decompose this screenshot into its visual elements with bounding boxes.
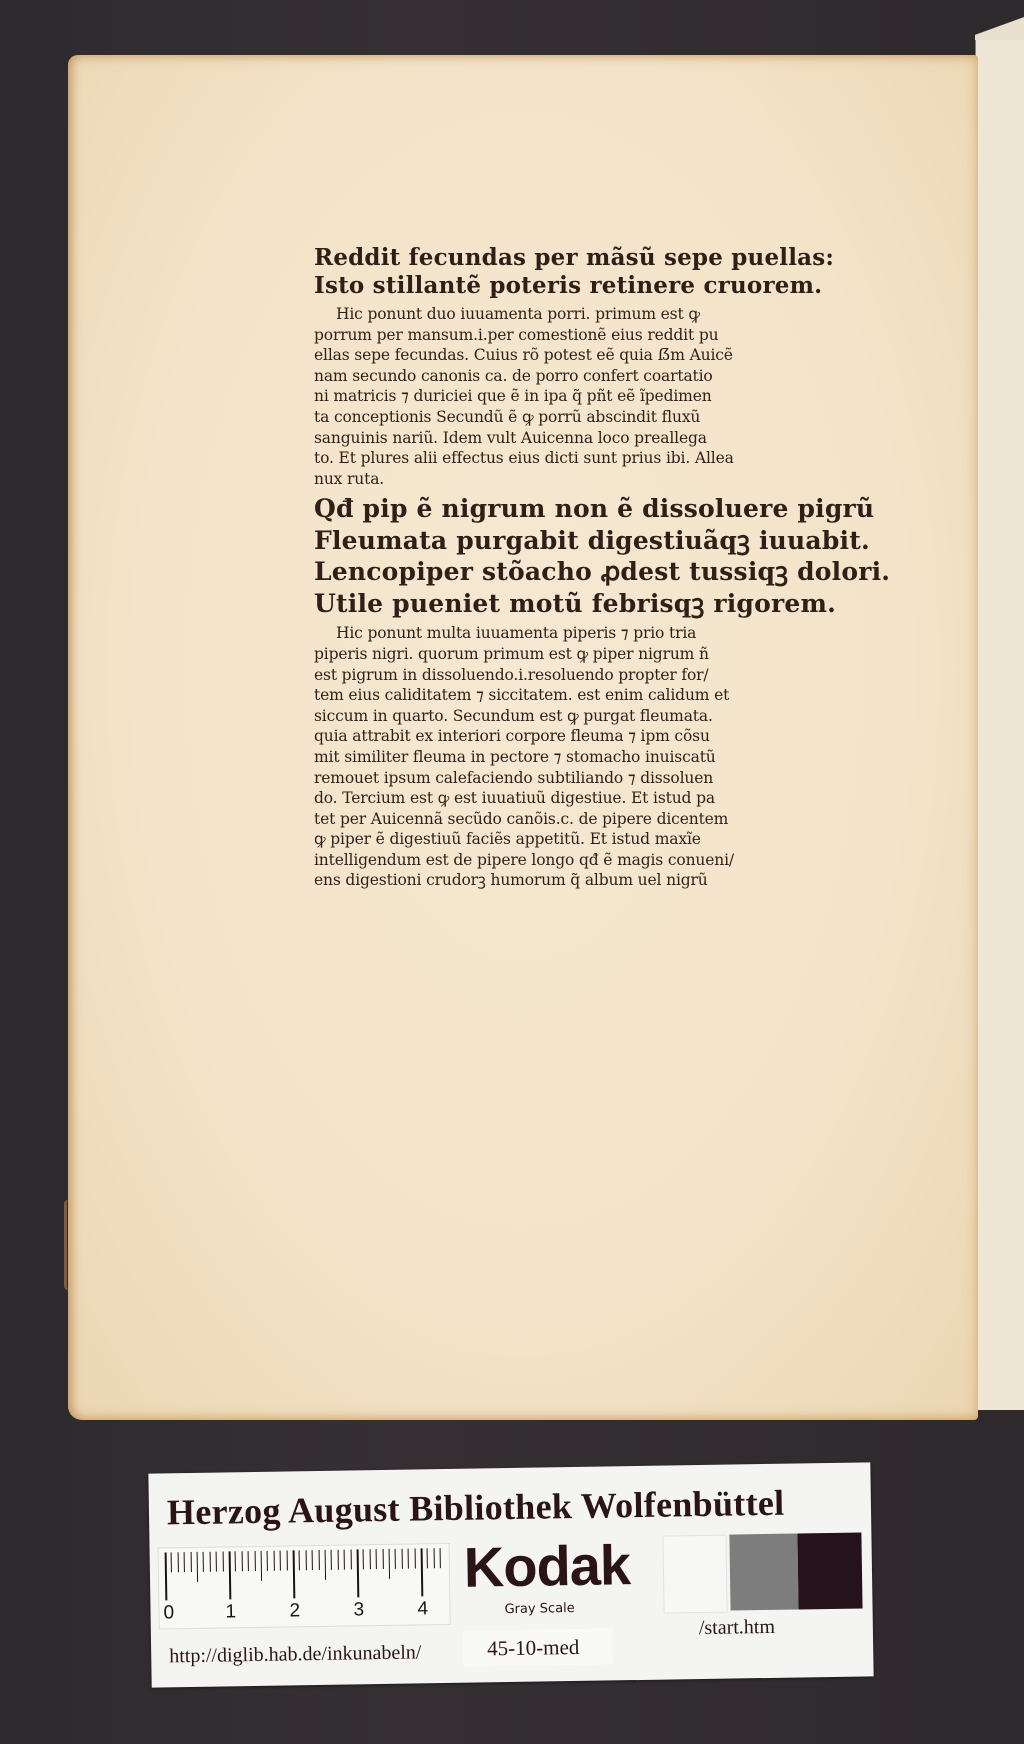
black-swatch [797,1532,862,1609]
commentary-line: sanguinis nariũ. Idem vult Auicenna loco preallega [314,428,707,447]
next-leaf-corner [975,0,1024,45]
commentary-line: tem eius caliditatem ⁊ siccitatem. est enim calidum et [314,686,730,705]
ruler-tick [350,1550,351,1570]
page-text-block [314,244,894,891]
commentary-line: ꝙ piper ẽ digestiuũ faciẽs appetitũ. Et istud maxĩe [314,830,701,849]
ruler-tick [401,1549,402,1569]
verse-line: Isto stillantẽ poteris retinere cruorem. [314,272,823,299]
commentary-line: mit similiter fleuma in pectore ⁊ stomacho inuiscatũ [314,747,716,766]
ruler-tick [216,1552,217,1572]
ruler-tick [389,1549,390,1579]
ruler-tick [369,1549,370,1569]
ruler-tick [248,1551,249,1571]
verse-line: Fleumata purgabit digestiuãqꝫ iuuabit. [314,525,870,555]
verse-line: Lencopiper stõacho ꝓdest tussiqꝫ dolori. [314,557,891,587]
ruler-label: 4 [417,1598,429,1620]
ruler-tick [331,1550,332,1570]
commentary-line: nam secundo canonis ca. de porro confert coartatio [314,366,713,385]
commentary-line: remouet ipsum calefaciendo subtiliando ⁊ dissoluen [314,768,714,787]
ruler-tick [433,1548,434,1568]
verse-line: Reddit fecundas per mãsũ sepe puellas: [314,244,835,271]
ruler-tick [286,1551,287,1571]
verse-line: Utile pueniet motũ febrisqꝫ rigorem. [314,588,837,618]
ruler-tick [318,1550,319,1570]
ruler-tick [165,1552,168,1600]
commentary-line: intelligendum est de pipere longo qđ ẽ magis conueni/ [314,850,734,869]
next-leaf-edge [975,40,1024,1410]
ruler-tick [395,1549,396,1569]
commentary-line: siccum in quarto. Secundum est ꝙ purgat fleumata. [314,706,713,725]
ruler-tick [421,1548,424,1596]
ruler-label: 3 [353,1599,365,1621]
ruler-ticks [165,1548,444,1600]
ruler-tick [197,1552,198,1582]
ruler-tick [209,1552,210,1572]
ruler-tick [344,1550,345,1570]
kodak-logo: Kodak [463,1533,631,1599]
commentary-line: to. Et plures alii effectus eius dicti sunt prius ibi. Allea [314,449,734,468]
ruler-tick [235,1551,236,1571]
ruler-tick [337,1550,338,1570]
ruler-tick [382,1549,383,1569]
verse-line: Qđ pip ẽ nigrum non ẽ dissoluere pigrũ [314,494,875,524]
ruler-tick [261,1551,262,1581]
ruler-tick [293,1550,296,1598]
ruler-tick [273,1551,274,1571]
ruler-tick [408,1549,409,1569]
page-edge-damage [64,1200,77,1290]
commentary-line: Hic ponunt multa iuuamenta piperis ⁊ prio tria [336,624,697,643]
ruler-tick [440,1548,441,1568]
ruler-label: 0 [163,1602,175,1624]
ruler-tick [203,1552,204,1572]
commentary-line: est pigrum in dissoluendo.i.resoluendo propter for/ [314,665,709,684]
ruler-tick [325,1550,326,1580]
gray-swatch [729,1533,798,1610]
ruler-label: 1 [225,1601,237,1623]
white-swatch [662,1535,727,1614]
ruler-tick [222,1552,223,1572]
commentary-line: ta conceptionis Secundũ ẽ ꝙ porrũ abscindit fluxũ [314,407,701,426]
ruler-tick [171,1552,172,1572]
ruler-tick [254,1551,255,1571]
kodak-gray-scale [459,1533,660,1631]
digital-library-url: http://diglib.hab.de/inkunabeln/ [169,1641,422,1668]
institution-name: Herzog August Bibliothek Wolfenbüttel [166,1482,785,1533]
measurement-ruler [158,1543,451,1630]
ruler-tick [190,1552,191,1572]
commentary-line: Hic ponunt duo iuuamenta porri. primum est ꝙ [336,305,700,323]
commentary-line: quia attrabit ex interiori corpore fleuma ⁊ ipm cõsu [314,727,710,746]
shelfmark-box [463,1628,614,1666]
commentary-line: porrum per mansum.i.per comestionẽ eius reddit pu [314,325,719,344]
ruler-tick [267,1551,268,1571]
ruler-tick [357,1549,360,1597]
ruler-tick [184,1552,185,1572]
ruler-tick [280,1551,281,1571]
ruler-tick [376,1549,377,1569]
ruler-tick [414,1549,415,1569]
ruler-tick [363,1549,364,1569]
commentary-line: piperis nigri. quorum primum est ꝙ piper nigrum ñ [314,644,709,663]
ruler-tick [312,1550,313,1570]
url-suffix: /start.htm [698,1615,776,1640]
ruler-label: 2 [289,1600,301,1622]
ruler-tick [177,1552,178,1572]
commentary-line: nux ruta. [314,469,385,488]
ruler-tick [427,1548,428,1568]
library-color-scale-card [148,1462,873,1687]
shelfmark: 45-10-med [486,1634,580,1661]
commentary-line: tet per Auicennã secũdo canõis.c. de pipere dicentem [314,809,729,828]
gray-scale-caption: Gray Scale [504,1601,575,1618]
ruler-tick [241,1551,242,1571]
ruler-tick [299,1550,300,1570]
ruler-tick [229,1551,232,1599]
commentary-line: ellas sepe fecundas. Cuius rõ potest eẽ quia ẞm Auicẽ [314,346,733,365]
commentary-line: ens digestioni crudorꝫ humorum q̃ album uel nigrũ [314,871,708,890]
commentary-line: ni matricis ⁊ duriciei que ẽ in ipa q̃ pñt eẽ ĩpedimen [314,387,712,406]
commentary-line: do. Tercium est ꝙ est iuuatiuũ digestiue. Et istud pa [314,789,715,808]
ruler-tick [305,1550,306,1570]
